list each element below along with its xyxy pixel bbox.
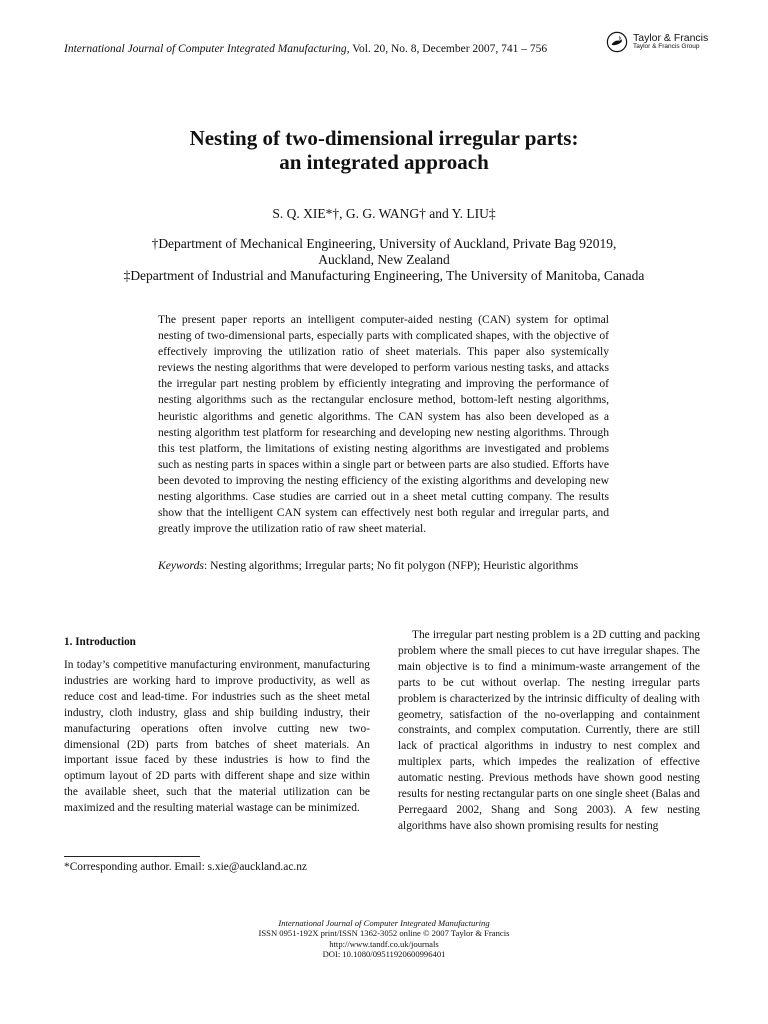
footer-issn: ISSN 0951-192X print/ISSN 1362-3052 online © 2007 Taylor & Francis bbox=[258, 928, 510, 939]
page-footer bbox=[0, 918, 768, 959]
title-line-1: Nesting of two-dimensional irregular parts: bbox=[189, 126, 579, 150]
keywords-text: : Nesting algorithms; Irregular parts; No fit polygon (NFP); Heuristic algorithms bbox=[203, 559, 579, 572]
affiliation-line-3: ‡Department of Industrial and Manufacturing Engineering, The University of Manitoba, Canada bbox=[123, 268, 645, 283]
affiliations bbox=[0, 236, 768, 284]
title-line-2: an integrated approach bbox=[279, 150, 489, 174]
publisher-group: Taylor & Francis Group bbox=[633, 43, 700, 51]
paper-title bbox=[0, 126, 768, 174]
journal-name: International Journal of Computer Integrated Manufacturing bbox=[64, 43, 347, 55]
publisher-logo bbox=[606, 31, 708, 53]
citation-info: , Vol. 20, No. 8, December 2007, 741 – 756 bbox=[346, 43, 548, 55]
body-paragraph-right: The irregular part nesting problem is a 2D cutting and packing problem where the small pieces to cut have irregular shapes. The main objective is to find a minimum-waste arrangement of the parts to be cut without overlap. The nesting irregular parts problem is characterized by the intrinsic difficulty of dealing with geometry, satisfaction of the no-overlapping and containment constraints, and complex computation. Currently, there are still lack of practical algorithms in industry to nest complex and multiplex parts, which impedes the realization of effective automatic nesting. Previous methods have shown good nesting results for nesting rectangular parts on one single sheet (Balas and Perregaard 2002, Shang and Song 2003). A few nesting algorithms have also shown promising results for nesting bbox=[398, 629, 700, 832]
corresponding-author-footnote: *Corresponding author. Email: s.xie@auckland.ac.nz bbox=[64, 861, 307, 873]
footer-journal: International Journal of Computer Integrated Manufacturing bbox=[278, 918, 490, 928]
footer-url: http://www.tandf.co.uk/journals bbox=[329, 938, 439, 949]
keywords-label: Keywords bbox=[158, 559, 204, 572]
keywords bbox=[158, 558, 609, 574]
affiliation-line-2: Auckland, New Zealand bbox=[318, 252, 450, 267]
footnote-divider bbox=[64, 856, 200, 857]
running-header bbox=[64, 43, 547, 55]
abstract: The present paper reports an intelligent computer-aided nesting (CAN) system for optimal nesting of two-dimensional parts, especially parts with complicated shapes, with the objective of effectively improving the utilization ratio of sheet materials. This paper also systemically reviews the nesting algorithms that were developed to perform various nesting tasks, and attacks the irregular part nesting problem by efficiently integrating and improving the performance of nesting algorithms such as the rectangular enclosure method, bottom-left nesting algorithms, heuristic algorithms and genetic algorithms. The CAN system has also been developed as a nesting algorithm test platform for researching and developing new nesting algorithms. Through this test platform, the limitations of existing nesting algorithms are investigated and problems such as nesting parts in spaces within a single part or between parts are also studied. Efforts have been devoted to improving the nesting efficiency of the existing algorithms and developing new nesting algorithms. Case studies are carried out in a sheet metal cutting company. The results show that the intelligent CAN system can effectively nest both regular and irregular parts, and greatly improve the utilization ratio of raw sheet material. bbox=[158, 313, 609, 536]
body-paragraph-left: In today’s competitive manufacturing environment, manufacturing industries are working hard to improve productivity, as well as reduce cost and lead-time. For industries such as the sheet metal industry, cloth industry, glass and ship building industry, their manufacturing operations often involve cutting new two-dimensional (2D) parts from batches of sheet materials. An important issue faced by these industries is how to find the optimum layout of 2D parts with different shape and size within the available sheet, such that the material utilization can be maximized and the resulting material wastage can be minimized. bbox=[64, 659, 370, 815]
author-list: S. Q. XIE*†, G. G. WANG† and Y. LIU‡ bbox=[272, 206, 496, 221]
affiliation-line-1: †Department of Mechanical Engineering, University of Auckland, Private Bag 92019, bbox=[151, 236, 617, 251]
taylor-francis-lamp-icon bbox=[606, 31, 628, 53]
footer-doi: DOI: 10.1080/09511920600996401 bbox=[322, 948, 446, 959]
section-heading-introduction: 1. Introduction bbox=[64, 636, 136, 648]
publisher-name: Taylor & Francis bbox=[633, 32, 709, 45]
